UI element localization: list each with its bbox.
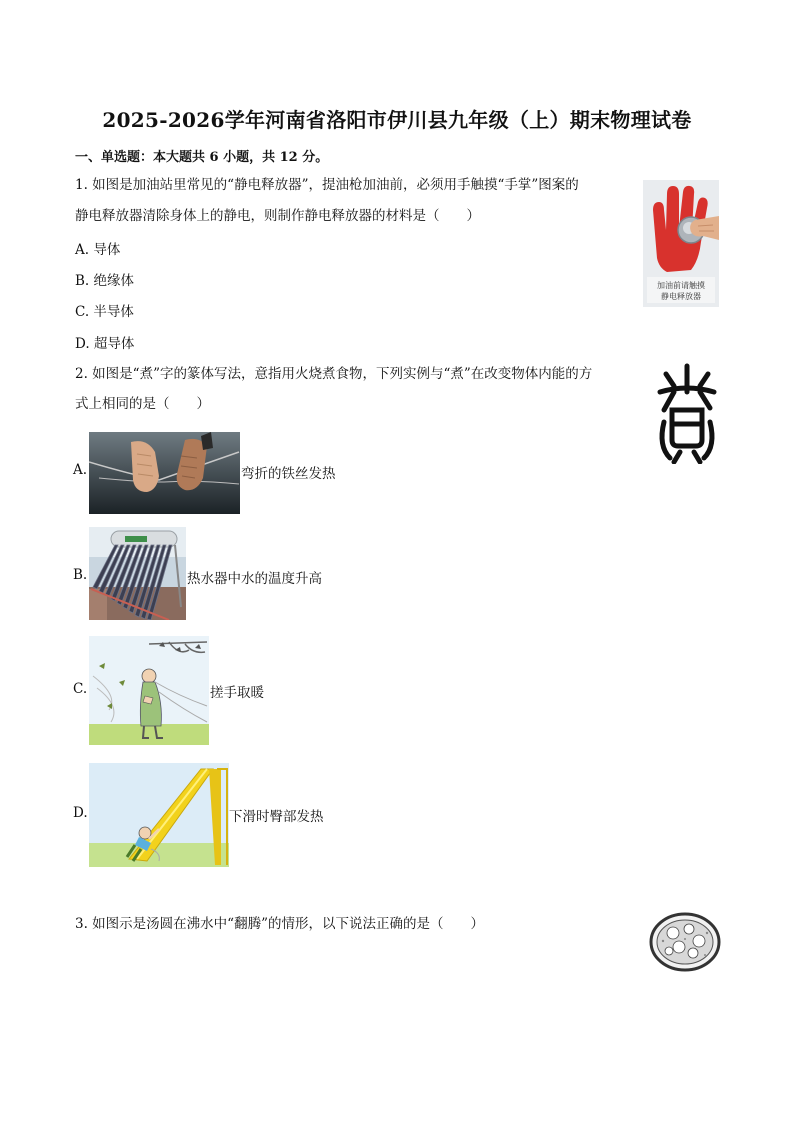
question-2-option-a-text: 弯折的铁丝发热 [241, 466, 336, 482]
bending-wire-image [89, 432, 240, 514]
boiling-dumplings-image [649, 911, 722, 972]
question-2-option-c-letter: C. [73, 681, 88, 697]
question-1-line-1: 1. 如图是加油站里常见的“静电释放器”，提油枪加油前，必须用手触摸“手掌”图案的 [75, 177, 579, 193]
question-2-line-2: 式上相同的是（ ） [75, 396, 210, 412]
question-1-option-c: C. 半导体 [75, 304, 134, 320]
question-2-option-b-letter: B. [73, 567, 88, 583]
static-discharger-label-2: 静电释放器 [661, 292, 701, 301]
slide-image [89, 763, 229, 867]
question-1-option-b: B. 绝缘体 [75, 273, 135, 289]
question-2-option-d-letter: D. [73, 805, 88, 821]
section-heading: 一、单选题：本大题共 6 小题，共 12 分。 [75, 150, 329, 165]
question-2-option-b-text: 热水器中水的温度升高 [187, 571, 322, 587]
rubbing-hands-image [89, 636, 209, 745]
static-discharger-label-1: 加油前请触摸 [657, 281, 705, 290]
page-title: 2025-2026学年河南省洛阳市伊川县九年级（上）期末物理试卷 [102, 108, 692, 132]
question-1-option-d: D. 超导体 [75, 336, 135, 352]
question-1-line-2: 静电释放器清除身体上的静电，则制作静电释放器的材料是（ ） [75, 208, 480, 224]
static-discharger-image [643, 180, 719, 307]
question-2-option-a-letter: A. [73, 462, 88, 478]
seal-script-character-image [652, 362, 722, 464]
solar-water-heater-image [89, 527, 186, 620]
question-2-option-d-text: 下滑时臀部发热 [229, 809, 324, 825]
question-2-option-c-text: 搓手取暖 [210, 685, 264, 701]
question-1-option-a: A. 导体 [75, 242, 121, 258]
question-3-line-1: 3. 如图示是汤圆在沸水中“翻腾”的情形，以下说法正确的是（ ） [75, 916, 484, 932]
question-2-line-1: 2. 如图是“煮”字的篆体写法，意指用火烧煮食物，下列实例与“煮”在改变物体内能的方 [75, 366, 593, 382]
